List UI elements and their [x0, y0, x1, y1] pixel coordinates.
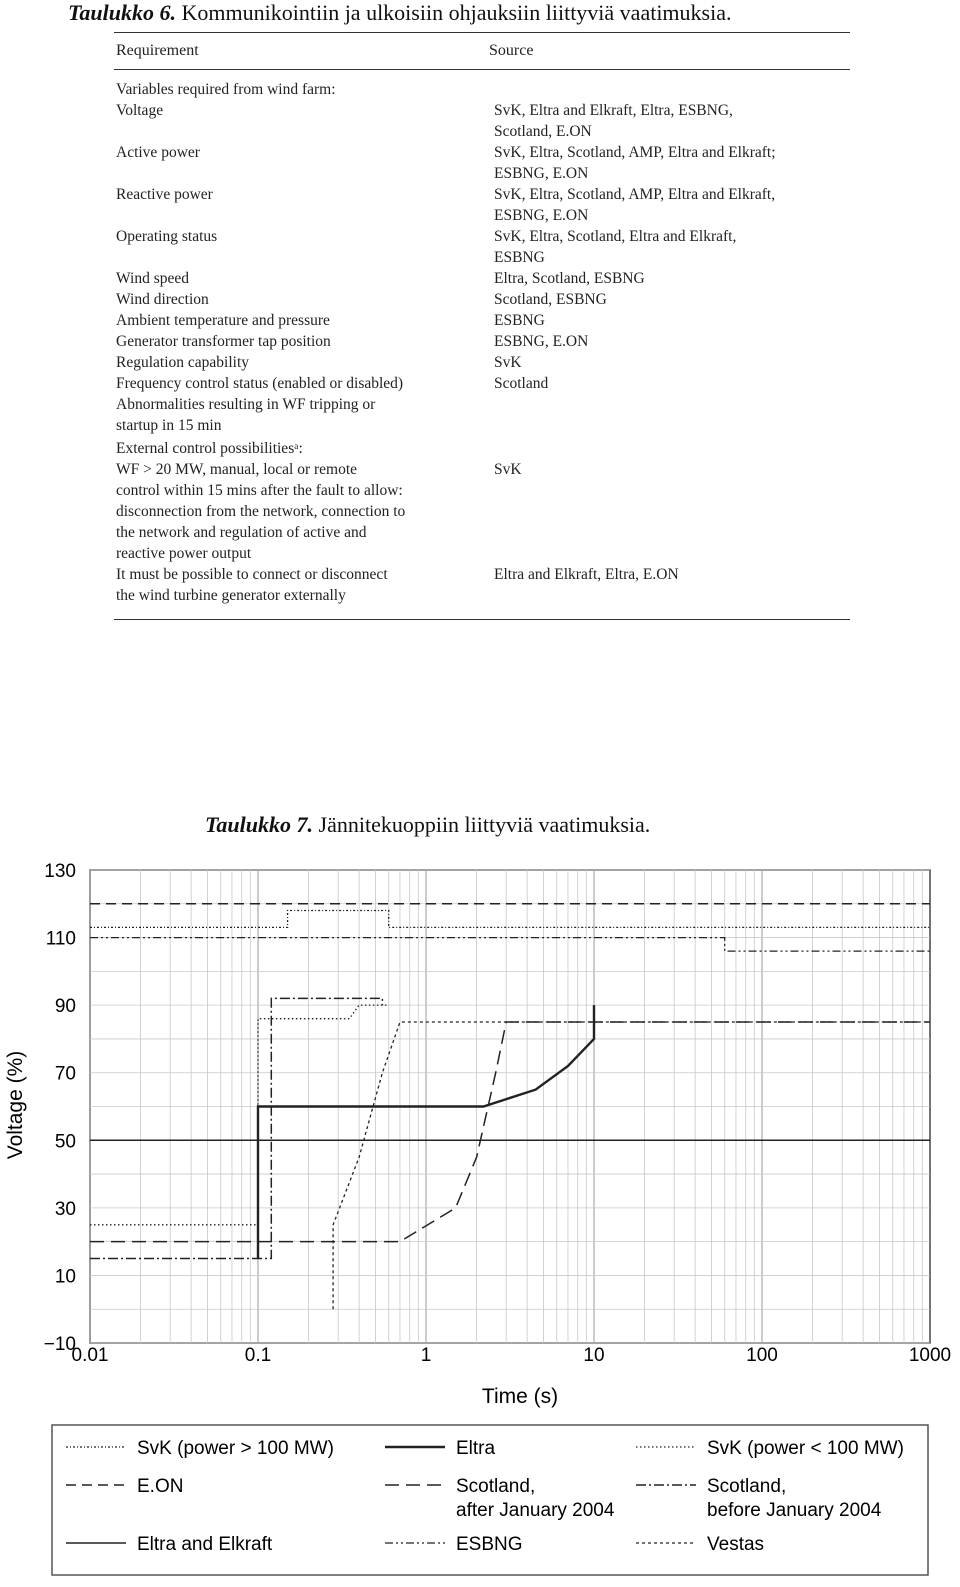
- table6-caption: [68, 0, 731, 26]
- table7-caption: [205, 812, 650, 838]
- table-cell-req: [116, 564, 481, 606]
- cell-line: Ambient temperature and pressure: [116, 312, 330, 329]
- x-tick-label: 100: [746, 1345, 778, 1366]
- y-tick-label: 70: [54, 1063, 76, 1085]
- cell-line: WF > 20 MW, manual, local or remote: [116, 461, 358, 478]
- cell-line: Generator transformer tap position: [116, 333, 331, 350]
- table-cell-src: [494, 352, 854, 373]
- table-cell-src: [494, 142, 854, 184]
- table-cell-src: [494, 459, 854, 480]
- table-bottom-rule: [114, 619, 850, 620]
- table-cell-req: [116, 226, 481, 247]
- table-cell-src: [494, 564, 854, 585]
- cell-line: ESBNG, E.ON: [494, 207, 589, 224]
- cell-line: Eltra, Scotland, ESBNG: [494, 270, 645, 287]
- table-cell-req: [116, 310, 481, 331]
- table-cell-req: [116, 352, 481, 373]
- cell-line: disconnection from the network, connection to: [116, 503, 406, 520]
- cell-line: ESBNG, E.ON: [494, 333, 589, 350]
- cell-line: External control possibilitiesᵃ:: [116, 440, 303, 457]
- table-cell-src: [494, 226, 854, 268]
- voltage-dip-chart: [0, 855, 960, 1582]
- table-cell-req: [116, 268, 481, 289]
- y-tick-label: 50: [54, 1131, 76, 1153]
- cell-line: the wind turbine generator externally: [116, 587, 346, 604]
- table-cell-src: [494, 184, 854, 226]
- table-cell-req: [116, 438, 481, 459]
- x-axis-label: Time (s): [481, 1385, 559, 1408]
- cell-line: SvK, Eltra, Scotland, Eltra and Elkraft,: [494, 228, 737, 245]
- cell-line: Abnormalities resulting in WF tripping or: [116, 396, 376, 413]
- y-tick-labels: [44, 861, 76, 1355]
- cell-line: SvK, Eltra and Elkraft, Eltra, ESBNG,: [494, 102, 733, 119]
- header-source: Source: [489, 42, 534, 59]
- x-tick-label: 0.1: [244, 1345, 272, 1366]
- cell-line: reactive power output: [116, 545, 252, 562]
- y-tick-label: −10: [43, 1334, 76, 1355]
- y-tick-label: 10: [54, 1266, 76, 1288]
- table-header-rule: [114, 69, 850, 70]
- legend-label-2: SvK (power < 100 MW): [707, 1438, 904, 1459]
- cell-line: Scotland: [494, 375, 549, 392]
- legend-label-3: E.ON: [137, 1476, 184, 1497]
- requirements-table: [114, 32, 850, 632]
- cell-line: SvK, Eltra, Scotland, AMP, Eltra and Elkraft;: [494, 144, 776, 161]
- y-tick-label: 30: [54, 1198, 76, 1220]
- cell-line: It must be possible to connect or disconnect: [116, 566, 388, 583]
- table6-caption-label: Taulukko 6.: [68, 0, 177, 25]
- table-cell-src: [494, 289, 854, 310]
- cell-line: Scotland, E.ON: [494, 123, 592, 140]
- cell-line: Regulation capability: [116, 354, 250, 371]
- cell-line: startup in 15 min: [116, 417, 222, 434]
- table-cell-src: [494, 310, 854, 331]
- table-cell-req: [116, 459, 481, 564]
- y-tick-label: 130: [44, 861, 76, 882]
- cell-line: ESBNG: [494, 249, 545, 266]
- table-cell-src: [494, 373, 854, 394]
- table6-caption-text: Kommunikointiin ja ulkoisiin ohjauksiin liittyviä vaatimuksia.: [181, 0, 732, 25]
- legend-label-1: Eltra: [456, 1438, 496, 1459]
- legend-label-5: Scotland, before January 2004: [707, 1476, 882, 1521]
- legend-label-8: Vestas: [707, 1534, 765, 1555]
- header-requirement: Requirement: [116, 42, 199, 59]
- table-cell-req: [116, 373, 481, 394]
- y-tick-label: 90: [54, 996, 76, 1018]
- y-axis-label: Voltage (%): [4, 1050, 27, 1160]
- legend-label-6: Eltra and Elkraft: [137, 1534, 273, 1555]
- table-cell-src: [494, 268, 854, 289]
- cell-line: Wind speed: [116, 270, 189, 287]
- cell-line: Variables required from wind farm:: [116, 81, 336, 98]
- cell-line: control within 15 mins after the fault to allow:: [116, 482, 403, 499]
- table-cell-req: [116, 100, 481, 121]
- voltage-dip-chart-svg: [0, 855, 960, 1582]
- cell-line: Active power: [116, 144, 200, 161]
- table7-caption-label: Taulukko 7.: [205, 812, 314, 837]
- cell-line: SvK: [494, 354, 522, 371]
- cell-line: Frequency control status (enabled or disabled): [116, 375, 404, 392]
- table-cell-req: [116, 331, 481, 352]
- cell-line: the network and regulation of active and: [116, 524, 367, 541]
- cell-line: Reactive power: [116, 186, 213, 203]
- x-tick-labels: [72, 1345, 952, 1366]
- y-tick-label: 110: [45, 928, 76, 950]
- x-tick-label: 1000: [908, 1345, 952, 1366]
- table-cell-req: [116, 79, 481, 100]
- table-cell-req: [116, 184, 481, 205]
- cell-line: Operating status: [116, 228, 218, 245]
- table-top-rule: [114, 32, 850, 33]
- table-cell-req: [116, 289, 481, 310]
- cell-line: Scotland, ESBNG: [494, 291, 607, 308]
- cell-line: SvK, Eltra, Scotland, AMP, Eltra and Elkraft,: [494, 186, 776, 203]
- x-tick-label: 1: [420, 1345, 432, 1366]
- legend-label-4: Scotland, after January 2004: [456, 1476, 615, 1521]
- cell-line: Eltra and Elkraft, Eltra, E.ON: [494, 566, 679, 583]
- cell-line: ESBNG, E.ON: [494, 165, 589, 182]
- cell-line: SvK: [494, 461, 522, 478]
- table-cell-req: [116, 142, 481, 163]
- x-tick-label: 0.01: [71, 1345, 109, 1366]
- x-tick-label: 10: [583, 1345, 605, 1366]
- cell-line: ESBNG: [494, 312, 545, 329]
- cell-line: Wind direction: [116, 291, 209, 308]
- cell-line: Voltage: [116, 102, 164, 119]
- legend-label-7: ESBNG: [456, 1534, 523, 1555]
- legend-label-0: SvK (power > 100 MW): [137, 1438, 334, 1459]
- table-cell-src: [494, 100, 854, 142]
- table-cell-req: [116, 394, 481, 436]
- table-cell-src: [494, 331, 854, 352]
- table7-caption-text: Jännitekuoppiin liittyviä vaatimuksia.: [318, 812, 651, 837]
